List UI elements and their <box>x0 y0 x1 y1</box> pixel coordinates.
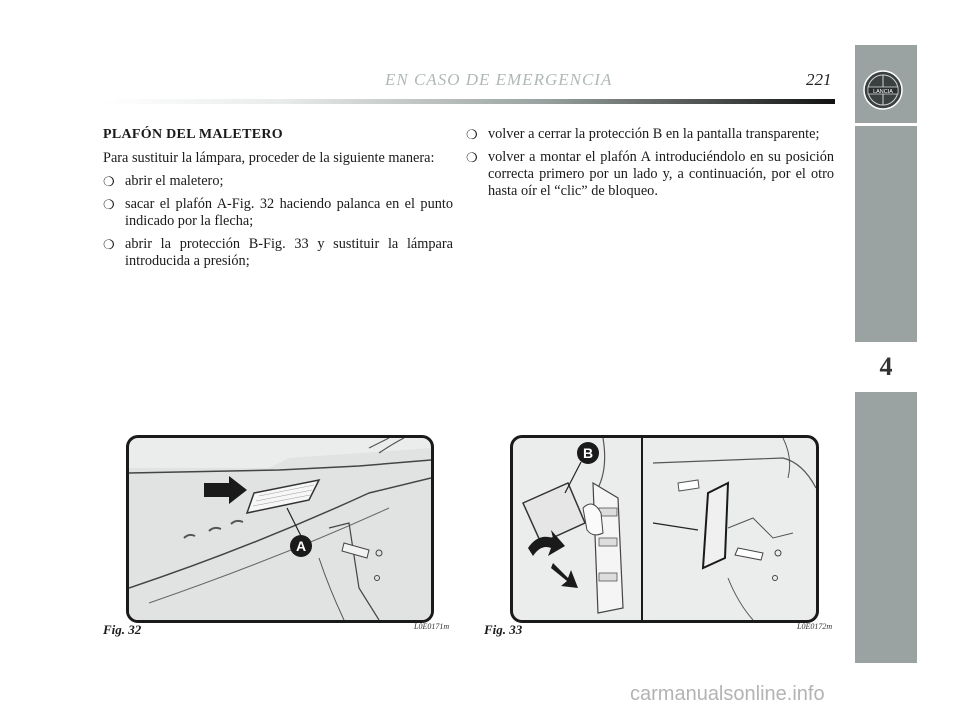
left-column <box>103 126 453 276</box>
list-item: ❍ sacar el plafón A-Fig. 32 haciendo palanca en el punto indicado por la flecha; <box>103 196 453 229</box>
callout-b: B <box>582 445 594 461</box>
list-item: ❍ abrir el maletero; <box>103 173 224 189</box>
list-item: ❍ abrir la protección B-Fig. 33 y sustituir la lámpara introducida a presión; <box>103 236 453 269</box>
callout-a: A <box>295 538 307 554</box>
bullet-icon: ❍ <box>103 197 115 212</box>
sidebar-separator <box>855 123 917 126</box>
bullet-icon: ❍ <box>103 237 115 252</box>
figure-33-code: L0E0172m <box>797 622 833 631</box>
list-item: ❍ volver a cerrar la protección B en la pantalla transparente; <box>466 126 820 142</box>
list-item: ❍ volver a montar el plafón A introduciéndolo en su posición correcta primero por un lado y, a continuación, por el otro hasta oír el “clic” de bloqueo. <box>466 149 834 199</box>
figure-32-label: Fig. 32 <box>103 622 142 637</box>
page-number: 221 <box>806 70 832 89</box>
chapter-header-title: EN CASO DE EMERGENCIA <box>385 70 613 89</box>
bullet-icon: ❍ <box>466 150 478 165</box>
trunk-light-removal-drawing <box>129 438 431 620</box>
figure-33-label: Fig. 33 <box>484 622 523 637</box>
right-column <box>466 126 834 206</box>
logo-text: LANCIA <box>873 89 893 95</box>
figure-32-illustration <box>126 435 434 623</box>
chapter-number: 4 <box>879 352 893 381</box>
section-title: PLAFÓN DEL MALETERO <box>103 127 283 142</box>
figure-32-code: L0E0171m <box>414 622 450 631</box>
intro-paragraph: Para sustituir la lámpara, proceder de la siguiente manera: <box>103 150 435 166</box>
lamp-replacement-drawing <box>513 438 816 620</box>
lancia-logo-icon <box>862 69 904 111</box>
right-instruction-list <box>466 126 834 200</box>
watermark: carmanualsonline.info <box>630 683 825 705</box>
bullet-icon: ❍ <box>466 127 478 142</box>
bullet-icon: ❍ <box>103 174 115 189</box>
figure-33-illustration <box>510 435 819 623</box>
left-instruction-list <box>103 173 453 270</box>
header-rule <box>100 99 835 104</box>
